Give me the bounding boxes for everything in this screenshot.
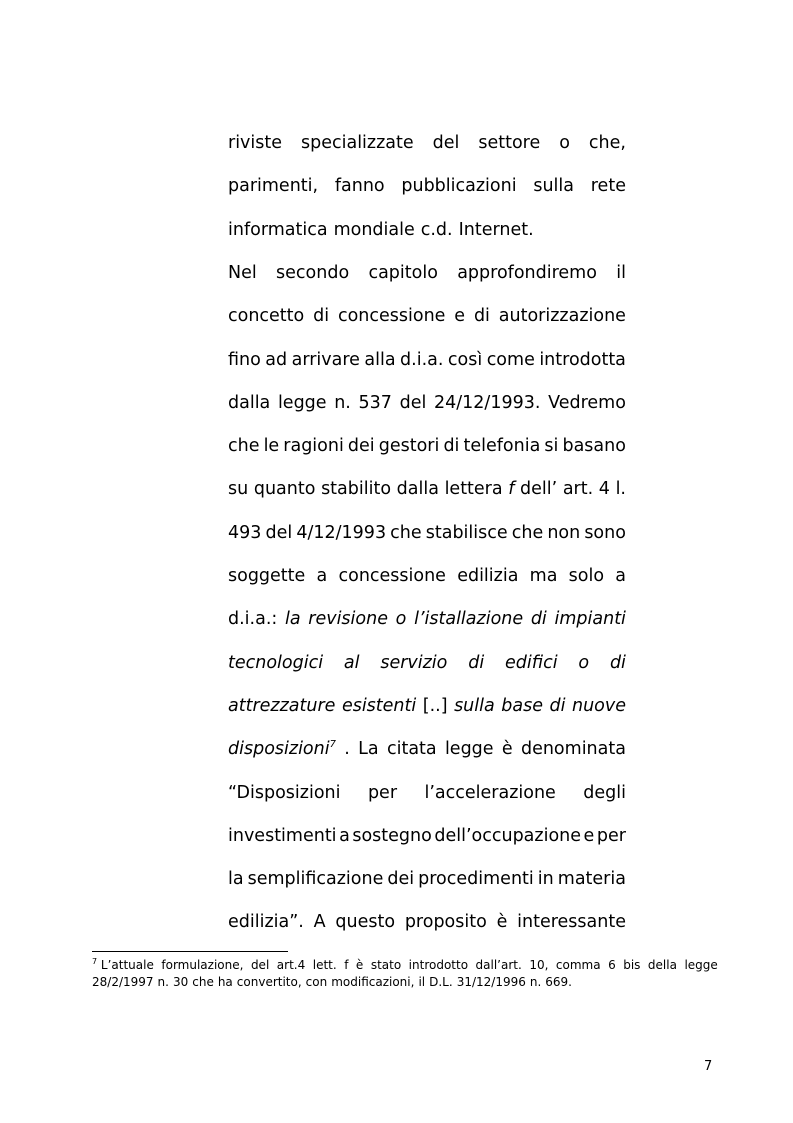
italic-word: o xyxy=(578,652,590,673)
body-line xyxy=(228,347,626,373)
word: soggette xyxy=(228,566,306,586)
word: pubblicazioni xyxy=(401,176,517,197)
word: legge xyxy=(684,958,718,972)
word: Vedremo xyxy=(548,392,626,413)
word: basano xyxy=(562,436,626,457)
word: stabilito xyxy=(321,479,392,500)
word: della xyxy=(647,958,677,972)
word: edilizia xyxy=(457,566,519,586)
body-line xyxy=(228,563,626,589)
word: lettera xyxy=(444,479,503,500)
word: materia xyxy=(557,869,626,890)
word: 30 xyxy=(172,974,189,989)
word: . xyxy=(344,739,350,760)
word: del xyxy=(399,392,427,413)
body-line xyxy=(228,866,626,892)
word: che, xyxy=(588,133,626,153)
word: A xyxy=(313,912,326,933)
italic-word: di xyxy=(549,695,566,716)
word: “Disposizioni xyxy=(228,782,341,803)
footnote-number: 7 xyxy=(92,957,98,966)
word: 493 xyxy=(228,522,262,543)
word: quanto xyxy=(253,479,316,500)
italic-word: base xyxy=(501,695,543,716)
word: 10, xyxy=(529,958,549,972)
body-line xyxy=(228,909,626,935)
word: dall’art. xyxy=(475,958,522,972)
word: di xyxy=(443,436,460,457)
word: secondo xyxy=(276,262,350,283)
word: dell’occupazione xyxy=(434,825,582,846)
body-line xyxy=(228,130,626,156)
word: 31/12/1996 xyxy=(456,974,526,989)
word: ha xyxy=(217,974,233,989)
body-line xyxy=(228,693,626,719)
word: ad xyxy=(265,349,288,370)
word: per xyxy=(596,825,626,846)
italic-word: attrezzature xyxy=(228,695,336,716)
word: a xyxy=(316,566,328,586)
word: degli xyxy=(583,782,626,803)
word: concetto xyxy=(228,306,305,327)
word: l. xyxy=(615,479,626,500)
word: $^7$ L’attuale xyxy=(92,957,154,972)
word: interessante xyxy=(517,912,626,933)
word: così xyxy=(447,349,483,370)
word: è xyxy=(501,739,513,760)
word: o xyxy=(559,133,570,153)
footnote-separator xyxy=(92,951,288,952)
word: Nel xyxy=(228,262,257,283)
word: n. xyxy=(529,974,542,989)
italic-word: l’istallazione xyxy=(414,609,524,630)
body-line xyxy=(228,390,626,416)
word: Internet. xyxy=(458,219,534,240)
word: 4/12/1993 xyxy=(296,522,387,543)
body-line xyxy=(228,650,626,676)
word: su xyxy=(228,479,249,500)
italic-word: edifici xyxy=(505,652,558,673)
word: con xyxy=(305,974,328,989)
body-line xyxy=(228,433,626,459)
word: autorizzazione xyxy=(498,306,626,327)
word: proposito xyxy=(404,912,487,933)
word: legge xyxy=(444,739,494,760)
word: introdotta xyxy=(539,349,626,370)
body-line xyxy=(228,736,626,762)
word: settore xyxy=(478,133,541,153)
word: ma xyxy=(529,566,558,586)
word: dell’ xyxy=(520,479,558,500)
footnote-reference: 7 xyxy=(329,739,336,751)
word: art. xyxy=(562,479,594,500)
word: del xyxy=(432,133,460,153)
word: alla xyxy=(364,349,396,370)
body-line xyxy=(228,780,626,806)
word: stato xyxy=(370,958,402,972)
word: D.L. xyxy=(429,974,453,989)
word: non xyxy=(547,522,581,543)
word: edilizia”. xyxy=(228,912,304,933)
word: investimenti xyxy=(228,825,337,846)
word: il xyxy=(616,262,626,283)
word: è xyxy=(496,912,508,933)
word: approfondiremo xyxy=(457,262,597,283)
word: l’accelerazione xyxy=(424,782,556,803)
word: ragioni xyxy=(283,436,344,457)
word: del xyxy=(265,522,293,543)
word: sostegno xyxy=(352,825,432,846)
italic-word: f xyxy=(508,479,515,500)
italic-word: tecnologici xyxy=(228,652,324,673)
word: sulla xyxy=(533,176,574,197)
word: la xyxy=(228,869,244,890)
italic-word: di xyxy=(468,652,485,673)
word: mondiale xyxy=(333,219,415,240)
word: c.d. xyxy=(420,219,453,240)
word: fino xyxy=(228,349,261,370)
word: modificazioni, xyxy=(331,974,415,989)
italic-word: sulla xyxy=(454,695,495,716)
word: si xyxy=(544,436,559,457)
word: capitolo xyxy=(368,262,438,283)
word: questo xyxy=(335,912,396,933)
word: parimenti, xyxy=(228,176,319,197)
word: in xyxy=(537,869,554,890)
word: che xyxy=(390,522,422,543)
word: e xyxy=(454,306,466,327)
italic-word: revisione xyxy=(308,609,388,630)
italic-word: di xyxy=(530,609,547,630)
word: per xyxy=(367,782,398,803)
word: dalla xyxy=(396,479,439,500)
word: di xyxy=(473,306,490,327)
word: citata xyxy=(386,739,437,760)
word: che xyxy=(192,974,214,989)
word: legge xyxy=(277,392,327,413)
word: il xyxy=(418,974,426,989)
italic-word: servizio xyxy=(380,652,448,673)
body-line xyxy=(228,606,626,632)
word: procedimenti xyxy=(418,869,534,890)
word: arrivare xyxy=(291,349,360,370)
word: che xyxy=(228,436,260,457)
word: introdotto xyxy=(408,958,469,972)
word: gestori xyxy=(378,436,440,457)
word: comma xyxy=(555,958,601,972)
word: concessione xyxy=(338,566,446,586)
word: e xyxy=(583,825,595,846)
word: a xyxy=(339,825,350,846)
word: che xyxy=(511,522,544,543)
word: di xyxy=(313,306,330,327)
word: [..] xyxy=(422,695,448,716)
word: del xyxy=(250,958,270,972)
word: rete xyxy=(590,176,626,197)
word: solo xyxy=(568,566,605,586)
footnote-line xyxy=(92,957,718,973)
word: dalla xyxy=(228,392,271,413)
word: lett. xyxy=(312,958,337,972)
word: informatica xyxy=(228,219,328,240)
word: riviste xyxy=(228,133,283,153)
word: le xyxy=(263,436,280,457)
italic-word: nuove xyxy=(571,695,626,716)
word: f xyxy=(344,958,349,972)
word: 28/2/1997 xyxy=(92,974,154,989)
word: d.i.a.: xyxy=(228,609,278,630)
word: fanno xyxy=(334,176,385,197)
word: d.i.a. xyxy=(400,349,444,370)
body-line xyxy=(228,260,626,286)
italic-word: esistenti xyxy=(341,695,417,716)
word: 6 xyxy=(608,958,616,972)
italic-word: di xyxy=(609,652,626,673)
word: n. xyxy=(157,974,169,989)
word: bis xyxy=(623,958,641,972)
word: art.4 xyxy=(276,958,306,972)
italic-word: al xyxy=(343,652,360,673)
italic-word: o xyxy=(395,609,407,630)
word: telefonia xyxy=(463,436,541,457)
page-number: 7 xyxy=(704,1059,713,1074)
word: come xyxy=(486,349,535,370)
body-line xyxy=(228,476,626,502)
word: è xyxy=(355,958,364,972)
word: concessione xyxy=(337,306,446,327)
body-line xyxy=(228,173,626,199)
word: 669. xyxy=(545,974,572,989)
word: 4 xyxy=(598,479,610,500)
word: La xyxy=(358,739,379,760)
word: a xyxy=(615,566,626,586)
word: 24/12/1993. xyxy=(434,392,541,413)
word: n. xyxy=(334,392,351,413)
word: semplificazione xyxy=(247,869,384,890)
word: denominata xyxy=(520,739,626,760)
body-line xyxy=(228,520,626,546)
word: stabilisce xyxy=(425,522,508,543)
italic-word: disposizioni$^7$ xyxy=(228,739,336,760)
word: 537 xyxy=(358,392,392,413)
body-line xyxy=(228,217,626,243)
word: dei xyxy=(347,436,375,457)
italic-word: la xyxy=(284,609,301,630)
body-line xyxy=(228,823,626,849)
footnote-line xyxy=(92,974,718,990)
word: dei xyxy=(387,869,415,890)
body-line xyxy=(228,303,626,329)
word: convertito, xyxy=(236,974,302,989)
word: formulazione, xyxy=(161,958,244,972)
word: specializzate xyxy=(301,133,414,153)
word: sono xyxy=(584,522,626,543)
italic-word: impianti xyxy=(554,609,626,630)
